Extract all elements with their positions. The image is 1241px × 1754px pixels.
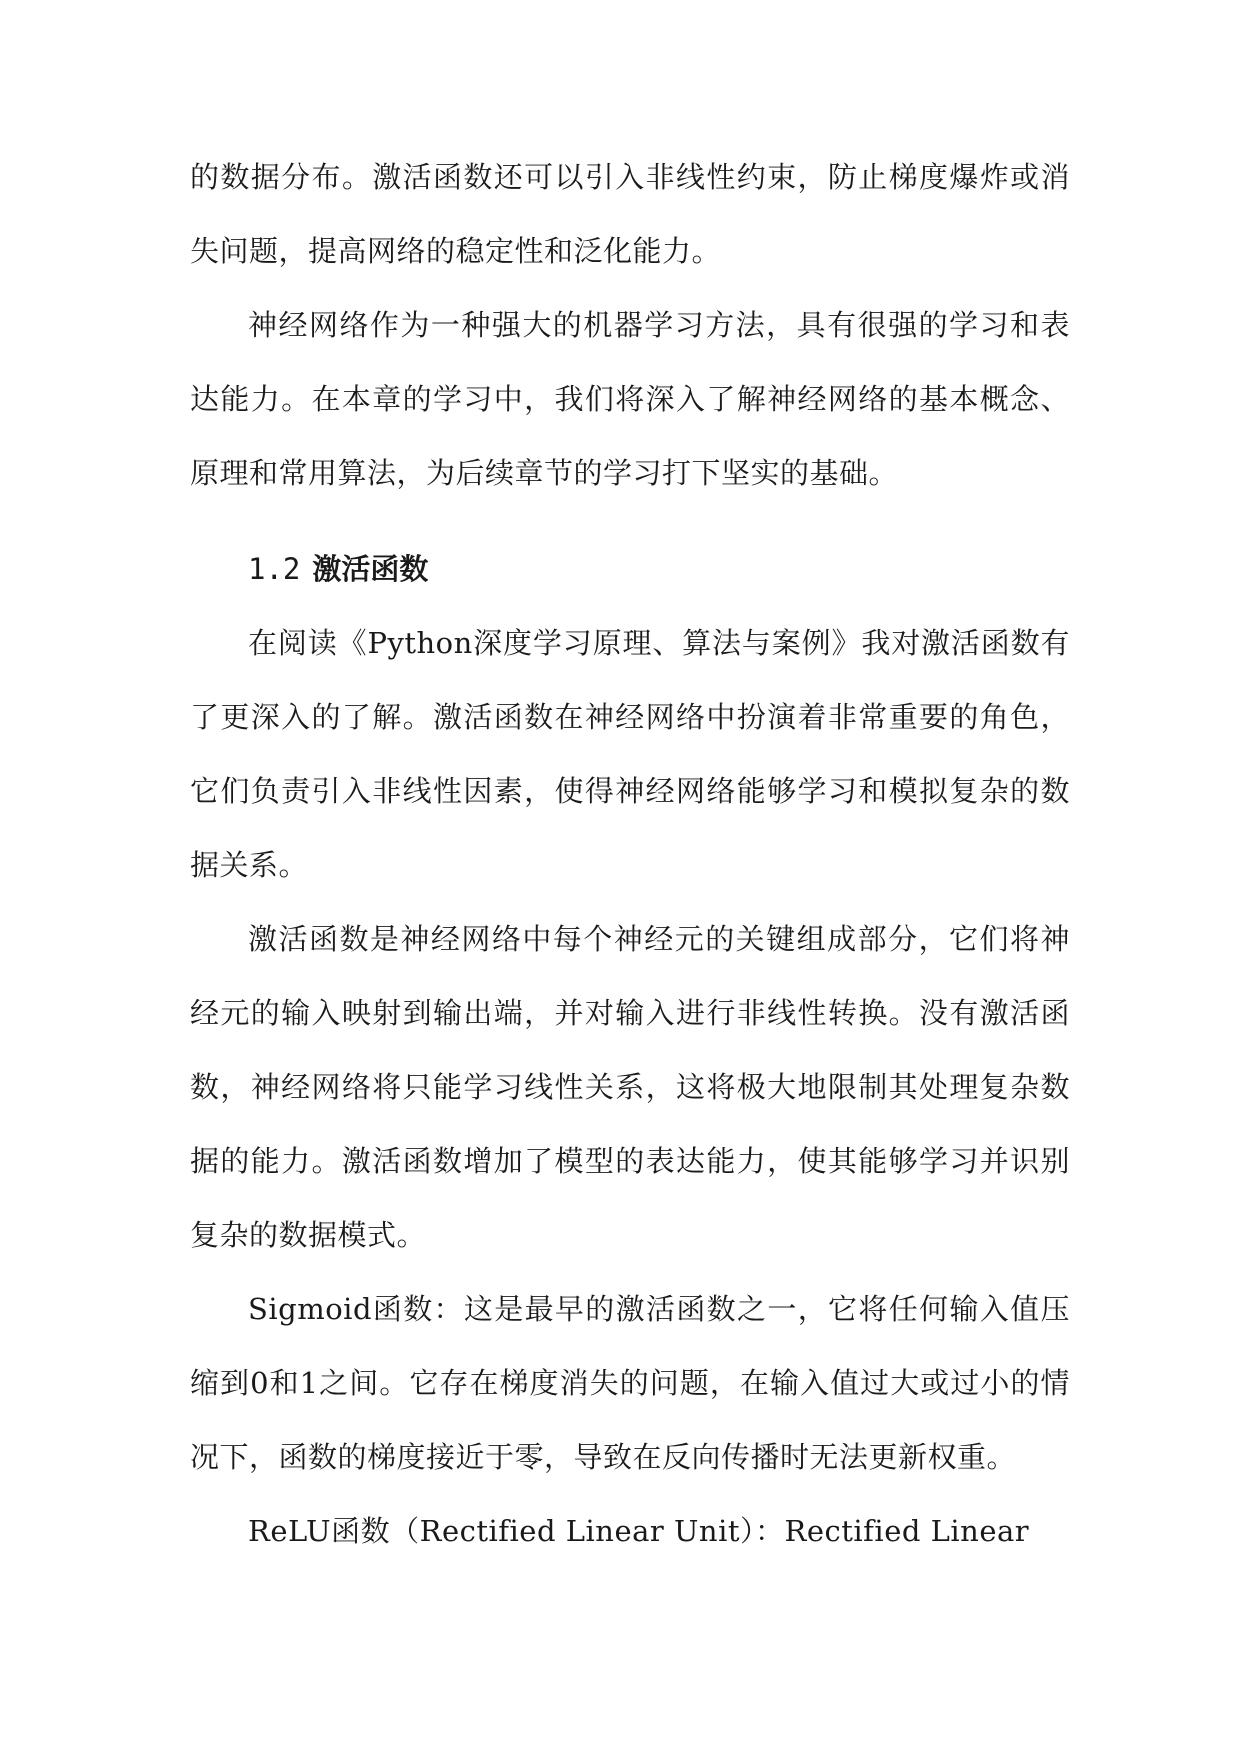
- paragraph-continuation: 的数据分布。激活函数还可以引入非线性约束，防止梯度爆炸或消失问题，提高网络的稳定性和泛化能力。: [190, 160, 1070, 268]
- document-body: [190, 140, 1070, 1568]
- paragraph-activation-role: 激活函数是神经网络中每个神经元的关键组成部分，它们将神经元的输入映射到输出端，并对输入进行非线性转换。没有激活函数，神经网络将只能学习线性关系，这将极大地限制其处理复杂数据的能力。激活函数增加了模型的表达能力，使其能够学习并识别复杂的数据模式。: [190, 922, 1070, 1252]
- section-title: 激活函数: [312, 552, 429, 586]
- paragraph-reading-intro: 在阅读《Python深度学习原理、算法与案例》我对激活函数有了更深入的了解。激活函数在神经网络中扮演着非常重要的角色，它们负责引入非线性因素，使得神经网络能够学习和模拟复杂的数据关系。: [190, 626, 1070, 882]
- section-number: 1.2: [248, 552, 301, 586]
- paragraph-neural-network-summary: 神经网络作为一种强大的机器学习方法，具有很强的学习和表达能力。在本章的学习中，我们将深入了解神经网络的基本概念、原理和常用算法，为后续章节的学习打下坚实的基础。: [190, 308, 1070, 490]
- section-heading: [190, 510, 1070, 606]
- paragraph-relu: ReLU函数（Rectified Linear Unit）：Rectified Linear: [248, 1514, 1030, 1548]
- paragraph-sigmoid: Sigmoid函数：这是最早的激活函数之一，它将任何输入值压缩到0和1之间。它存在梯度消失的问题，在输入值过大或过小的情况下，函数的梯度接近于零，导致在反向传播时无法更新权重。: [190, 1292, 1070, 1474]
